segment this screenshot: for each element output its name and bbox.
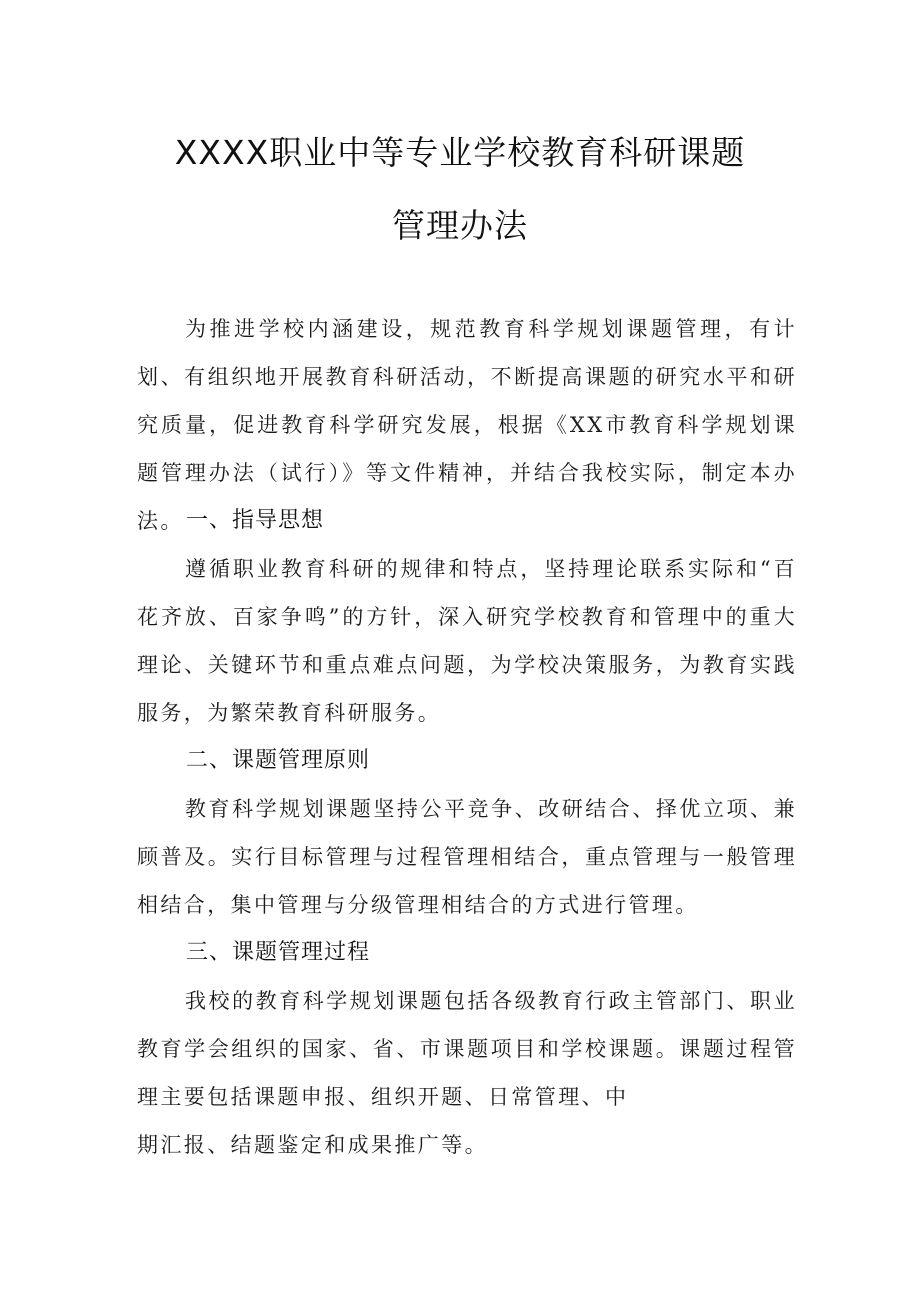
section-body-management-process-tail: 期汇报、结题鉴定和成果推广等。	[137, 1133, 488, 1157]
document-title-line-2: 管理办法	[392, 206, 528, 245]
section-heading-management-principles: 二、课题管理原则	[186, 748, 371, 773]
section-heading-management-process: 三、课题管理过程	[186, 940, 371, 965]
document-title-line-1: XXXX职业中等专业学校教育科研课题	[174, 133, 746, 172]
section-body-guiding-ideology: 遵循职业教育科研的规律和特点，坚持理论联系实际和“百花齐放、百家争鸣”的方针，深入研究学校教育和管理中的重大理论、关键环节和重点难点问题，为学校决策服务，为教育实践服务，为繁荣教育科研服务。	[137, 557, 797, 725]
section-heading-guiding-ideology: 一、指导思想	[186, 508, 325, 533]
section-body-management-principles: 教育科学规划课题坚持公平竞争、改研结合、择优立项、兼顾普及。实行目标管理与过程管理相结合，重点管理与一般管理相结合，集中管理与分级管理相结合的方式进行管理。	[137, 797, 797, 917]
section-body-management-process: 我校的教育科学规划课题包括各级教育行政主管部门、职业教育学会组织的国家、省、市课题项目和学校课题。课题过程管理主要包括课题申报、组织开题、日常管理、中	[137, 989, 797, 1109]
intro-paragraph: 为推进学校内涵建设，规范教育科学规划课题管理，有计划、有组织地开展教育科研活动，不断提高课题的研究水平和研究质量，促进教育科学研究发展，根据《XX市教育科学规划课题管理办法（试行）》等文件精神，并结合我校实际，制定本办法。	[137, 317, 797, 533]
